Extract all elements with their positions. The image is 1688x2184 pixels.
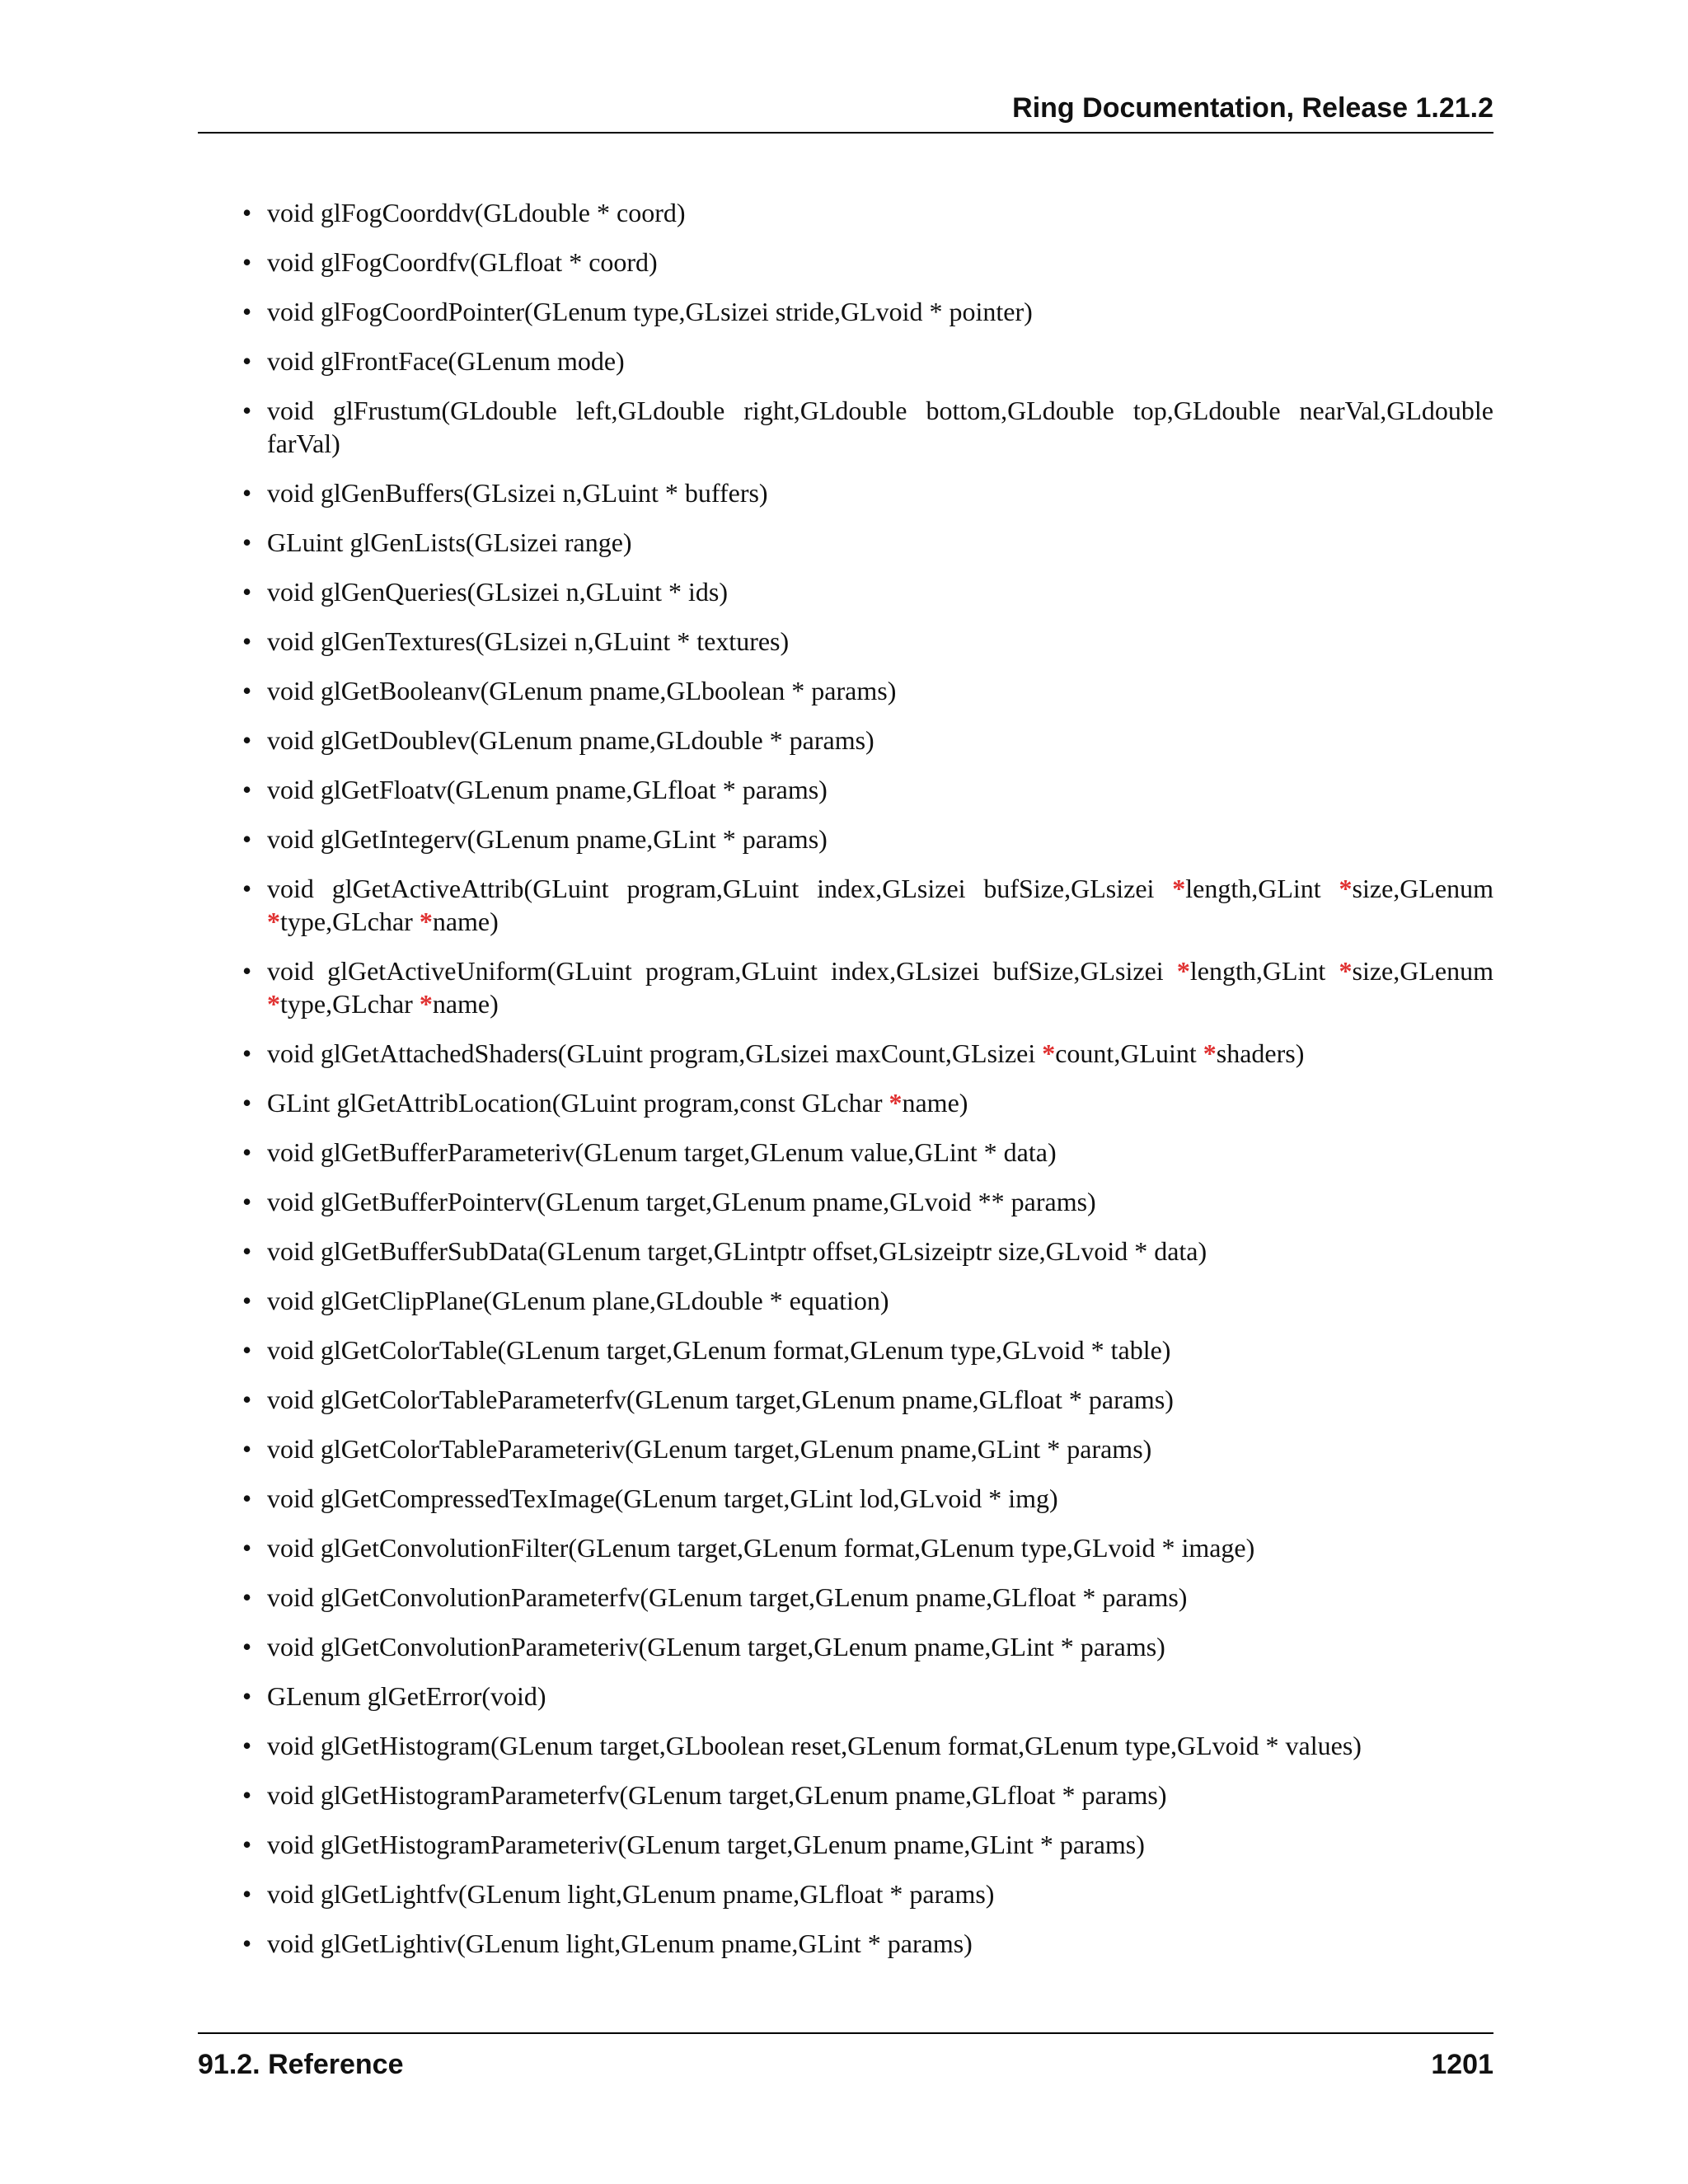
signature-text: void glGetBooleanv(GLenum pname,GLboolean * params) <box>267 676 897 705</box>
signature-text: void glGetIntegerv(GLenum pname,GLint * params) <box>267 824 828 854</box>
signature-text: void glGetConvolutionParameteriv(GLenum target,GLenum pname,GLint * params) <box>267 1632 1165 1661</box>
function-signature-item <box>242 1581 1493 1614</box>
highlighted-asterisk: * <box>1339 956 1353 986</box>
signature-text: length,GLint <box>1189 956 1339 986</box>
signature-text: void glGetHistogramParameteriv(GLenum target,GLenum pname,GLint * params) <box>267 1830 1145 1859</box>
bullet-icon: • <box>242 478 252 508</box>
signature-text: void glFogCoorddv(GLdouble * coord) <box>267 198 686 227</box>
signature-text: type,GLchar <box>280 989 420 1019</box>
bullet-icon: • <box>242 396 252 425</box>
bullet-icon: • <box>242 1731 252 1760</box>
function-signature-item <box>242 1086 1493 1119</box>
highlighted-asterisk: * <box>1339 874 1353 903</box>
section-label: 91.2. Reference <box>198 2049 404 2080</box>
function-signature-item <box>242 1531 1493 1564</box>
signature-text: void glFogCoordPointer(GLenum type,GLsizei stride,GLvoid * pointer) <box>267 297 1033 326</box>
signature-text: shaders) <box>1216 1038 1305 1068</box>
highlighted-asterisk: * <box>1172 874 1186 903</box>
bullet-icon: • <box>242 1434 252 1464</box>
highlighted-asterisk: * <box>267 989 280 1019</box>
bullet-icon: • <box>242 247 252 277</box>
function-signature-item <box>242 394 1493 460</box>
signature-text: void glGetLightiv(GLenum light,GLenum pname,GLint * params) <box>267 1929 973 1958</box>
signature-text: name) <box>432 989 499 1019</box>
bullet-icon: • <box>242 1137 252 1167</box>
bullet-icon: • <box>242 527 252 557</box>
signature-text: name) <box>432 907 499 936</box>
bullet-icon: • <box>242 1088 252 1118</box>
function-signature-item <box>242 1630 1493 1663</box>
function-signature-item <box>242 1877 1493 1910</box>
bullet-icon: • <box>242 1830 252 1859</box>
function-signature-item <box>242 823 1493 855</box>
function-signature-item <box>242 1185 1493 1218</box>
signature-text: count,GLuint <box>1055 1038 1203 1068</box>
function-signature-item <box>242 246 1493 279</box>
running-header <box>198 91 1493 134</box>
bullet-icon: • <box>242 198 252 227</box>
signature-text: GLenum glGetError(void) <box>267 1681 546 1711</box>
signature-text: size,GLenum <box>1352 874 1494 903</box>
function-signature-item <box>242 575 1493 608</box>
signature-text: void glGetActiveAttrib(GLuint program,GLuint index,GLsizei bufSize,GLsizei <box>267 874 1173 903</box>
signature-text: void glGenTextures(GLsizei n,GLuint * textures) <box>267 626 790 656</box>
bullet-icon: • <box>242 874 252 903</box>
function-signature-item <box>242 773 1493 806</box>
bullet-icon: • <box>242 1681 252 1711</box>
function-signature-item <box>242 295 1493 328</box>
bullet-icon: • <box>242 1038 252 1068</box>
signature-text: void glGetAttachedShaders(GLuint program,GLsizei maxCount,GLsizei <box>267 1038 1043 1068</box>
signature-text: void glGetClipPlane(GLenum plane,GLdouble * equation) <box>267 1286 889 1315</box>
document-title: Ring Documentation, Release 1.21.2 <box>1012 92 1493 124</box>
bullet-icon: • <box>242 297 252 326</box>
signature-text: void glGetColorTableParameterfv(GLenum target,GLenum pname,GLfloat * params) <box>267 1385 1174 1414</box>
function-signature-item <box>242 1729 1493 1762</box>
bullet-icon: • <box>242 1632 252 1661</box>
function-signature-item <box>242 1333 1493 1366</box>
bullet-icon: • <box>242 1533 252 1563</box>
signature-text: length,GLint <box>1185 874 1339 903</box>
signature-text: void glFrustum(GLdouble left,GLdouble right,GLdouble bottom,GLdouble top,GLdouble nearVal,GLdouble farVal) <box>267 396 1493 458</box>
highlighted-asterisk: * <box>1203 1038 1217 1068</box>
signature-text: void glGetCompressedTexImage(GLenum target,GLint lod,GLvoid * img) <box>267 1483 1058 1513</box>
signature-text: void glGetConvolutionParameterfv(GLenum target,GLenum pname,GLfloat * params) <box>267 1582 1188 1612</box>
signature-text: void glGetConvolutionFilter(GLenum target,GLenum format,GLenum type,GLvoid * image) <box>267 1533 1255 1563</box>
highlighted-asterisk: * <box>889 1088 903 1118</box>
bullet-icon: • <box>242 577 252 607</box>
highlighted-asterisk: * <box>267 907 280 936</box>
signature-text: void glGetBufferPointerv(GLenum target,GLenum pname,GLvoid ** params) <box>267 1187 1096 1216</box>
function-signature-item <box>242 872 1493 938</box>
signature-text: void glGetColorTable(GLenum target,GLenum format,GLenum type,GLvoid * table) <box>267 1335 1171 1365</box>
function-signature-item <box>242 625 1493 658</box>
bullet-icon: • <box>242 1483 252 1513</box>
function-signature-item <box>242 1779 1493 1811</box>
function-signature-item <box>242 476 1493 509</box>
function-list <box>242 196 1493 1976</box>
signature-text: void glGetBufferSubData(GLenum target,GLintptr offset,GLsizeiptr size,GLvoid * data) <box>267 1236 1207 1266</box>
function-signature-item <box>242 1927 1493 1960</box>
signature-text: GLint glGetAttribLocation(GLuint program,const GLchar <box>267 1088 889 1118</box>
bullet-icon: • <box>242 1582 252 1612</box>
bullet-icon: • <box>242 626 252 656</box>
bullet-icon: • <box>242 824 252 854</box>
signature-text: void glFogCoordfv(GLfloat * coord) <box>267 247 658 277</box>
function-signature-item <box>242 1136 1493 1169</box>
signature-text: void glGenBuffers(GLsizei n,GLuint * buffers) <box>267 478 768 508</box>
signature-text: void glGetHistogramParameterfv(GLenum target,GLenum pname,GLfloat * params) <box>267 1780 1167 1810</box>
function-signature-item <box>242 1383 1493 1416</box>
bullet-icon: • <box>242 1187 252 1216</box>
function-signature-item <box>242 1432 1493 1465</box>
highlighted-asterisk: * <box>1176 956 1190 986</box>
function-signature-item <box>242 526 1493 559</box>
signature-text: void glGetFloatv(GLenum pname,GLfloat * params) <box>267 775 828 804</box>
bullet-icon: • <box>242 1335 252 1365</box>
signature-text: type,GLchar <box>280 907 420 936</box>
bullet-icon: • <box>242 1929 252 1958</box>
bullet-icon: • <box>242 1385 252 1414</box>
bullet-icon: • <box>242 346 252 376</box>
bullet-icon: • <box>242 1236 252 1266</box>
signature-text: void glGetDoublev(GLenum pname,GLdouble * params) <box>267 725 874 755</box>
bullet-icon: • <box>242 1780 252 1810</box>
bullet-icon: • <box>242 956 252 986</box>
function-signature-item <box>242 344 1493 377</box>
signature-text: void glFrontFace(GLenum mode) <box>267 346 625 376</box>
highlighted-asterisk: * <box>419 907 433 936</box>
function-signature-item <box>242 724 1493 757</box>
bullet-icon: • <box>242 1879 252 1909</box>
signature-text: void glGetLightfv(GLenum light,GLenum pname,GLfloat * params) <box>267 1879 995 1909</box>
signature-text: void glGenQueries(GLsizei n,GLuint * ids) <box>267 577 728 607</box>
page-number: 1201 <box>1431 2049 1493 2080</box>
function-signature-item <box>242 1235 1493 1268</box>
function-signature-item <box>242 1680 1493 1713</box>
signature-text: void glGetBufferParameteriv(GLenum target,GLenum value,GLint * data) <box>267 1137 1057 1167</box>
bullet-icon: • <box>242 725 252 755</box>
signature-text: name) <box>902 1088 968 1118</box>
running-footer <box>198 2032 1493 2080</box>
bullet-icon: • <box>242 1286 252 1315</box>
signature-text: void glGetColorTableParameteriv(GLenum target,GLenum pname,GLint * params) <box>267 1434 1152 1464</box>
signature-text: GLuint glGenLists(GLsizei range) <box>267 527 632 557</box>
highlighted-asterisk: * <box>419 989 433 1019</box>
highlighted-asterisk: * <box>1042 1038 1056 1068</box>
function-signature-item <box>242 954 1493 1020</box>
bullet-icon: • <box>242 676 252 705</box>
signature-text: void glGetHistogram(GLenum target,GLboolean reset,GLenum format,GLenum type,GLvoid * values) <box>267 1731 1362 1760</box>
signature-text: size,GLenum <box>1352 956 1493 986</box>
function-signature-item <box>242 1284 1493 1317</box>
bullet-icon: • <box>242 775 252 804</box>
function-signature-item <box>242 1482 1493 1515</box>
function-signature-item <box>242 674 1493 707</box>
function-signature-item <box>242 1828 1493 1861</box>
signature-text: void glGetActiveUniform(GLuint program,GLuint index,GLsizei bufSize,GLsizei <box>267 956 1177 986</box>
function-signature-item <box>242 1037 1493 1070</box>
function-signature-item <box>242 196 1493 229</box>
